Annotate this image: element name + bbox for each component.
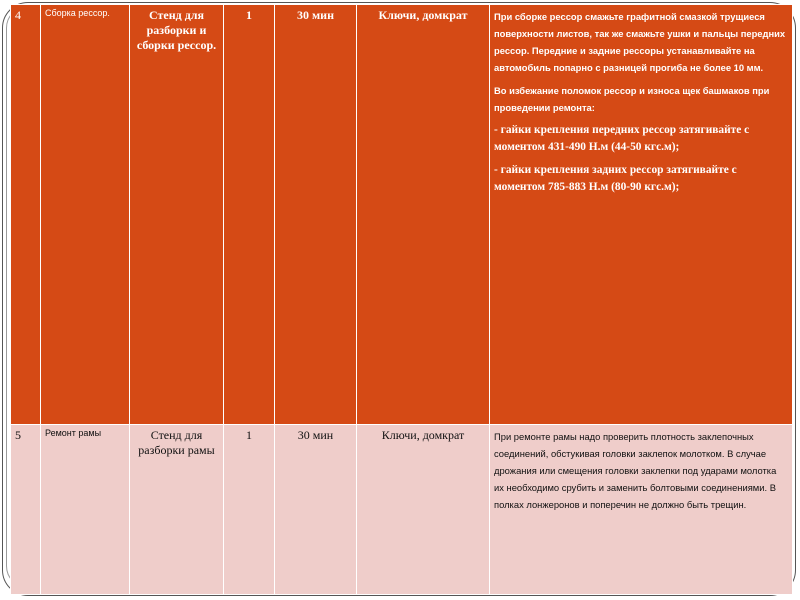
- workers-count: 1: [224, 425, 275, 595]
- operation-name: Сборка рессор.: [41, 5, 130, 425]
- duration-cell: 30 мин: [275, 425, 357, 595]
- instruction-paragraph: Во избежание поломок рессор и износа щек башмаков при проведении ремонта:: [494, 85, 770, 113]
- instructions-cell: [490, 5, 793, 425]
- equipment-cell: Стенд для разборки и сборки рессор.: [130, 5, 224, 425]
- repair-operations-table: [10, 4, 793, 595]
- operation-name: Ремонт рамы: [41, 425, 130, 595]
- torque-front-springs: - гайки крепления передних рессор затягивайте с моментом 431-490 Н.м (44-50 кгс.м);: [494, 124, 750, 153]
- tools-cell: Ключи, домкрат: [357, 5, 490, 425]
- torque-rear-springs: - гайки крепления задних рессор затягивайте с моментом 785-883 Н.м (80-90 кгс.м);: [494, 164, 737, 193]
- row-number: 5: [11, 425, 41, 595]
- tools-cell: Ключи, домкрат: [357, 425, 490, 595]
- instruction-paragraph: При сборке рессор смажьте графитной смазкой трущиеся поверхности листов, так же смажьте ушки и пальцы передних рессор. Передние и задние рессоры устанавливайте на автомобиль попарно с разницей прогиба не более 10 мм.: [494, 11, 786, 73]
- table-row: [11, 5, 793, 425]
- duration-cell: 30 мин: [275, 5, 357, 425]
- instructions-cell: [490, 425, 793, 595]
- equipment-cell: Стенд для разборки рамы: [130, 425, 224, 595]
- row-number: 4: [11, 5, 41, 425]
- instruction-paragraph: При ремонте рамы надо проверить плотность заклепочных соединений, обстукивая головки заклепок молотком. В случае дрожания или смещения головки заклепки под ударами молотка их необходимо срубить и заменить болтовыми соединениями. В полках лонжеронов и поперечин не должно быть трещин.: [494, 431, 777, 510]
- table-row: [11, 425, 793, 595]
- workers-count: 1: [224, 5, 275, 425]
